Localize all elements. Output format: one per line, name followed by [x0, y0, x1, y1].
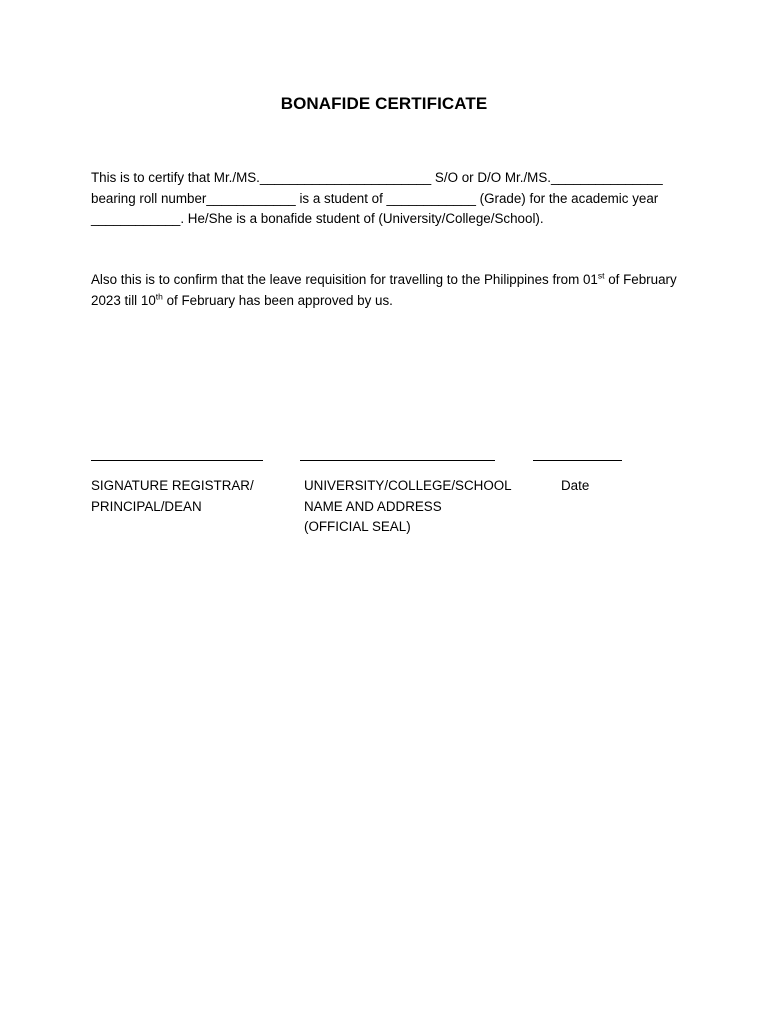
document-title: BONAFIDE CERTIFICATE [280, 94, 488, 113]
signature-line-date [533, 460, 622, 461]
certification-paragraph: This is to certify that Mr./MS._______________________ S/O or D/O Mr./MS._______________ bearing roll number____________ is a student of ____________ (Grade) for the academic year ____________. He/She is a bonafide student of (University/College/School). [91, 170, 663, 226]
institution-signature-caption [304, 476, 512, 538]
date-caption-label: Date [561, 478, 590, 493]
ordinal-suffix-th: th [155, 291, 163, 302]
registrar-signature-caption [91, 476, 254, 517]
institution-caption-line2: NAME AND ADDRESS [304, 498, 442, 514]
ordinal-suffix-st: st [597, 270, 605, 281]
institution-caption-line1: UNIVERSITY/COLLEGE/SCHOOL [304, 478, 512, 493]
leave-text-part2: of February 2023 till 10 [91, 272, 677, 308]
leave-text-part1: Also this is to confirm that the leave requisition for travelling to the Philippines from 01 [91, 272, 598, 287]
registrar-caption-line2: PRINCIPAL/DEAN [91, 498, 202, 514]
leave-text-part3: of February has been approved by us. [162, 292, 393, 308]
signature-line-registrar [91, 460, 263, 461]
institution-caption-line3: (OFFICIAL SEAL) [304, 519, 411, 534]
date-caption [561, 476, 589, 497]
leave-approval-paragraph [91, 270, 681, 311]
registrar-caption-line1: SIGNATURE REGISTRAR/ [91, 478, 254, 493]
signature-line-institution [300, 460, 495, 461]
